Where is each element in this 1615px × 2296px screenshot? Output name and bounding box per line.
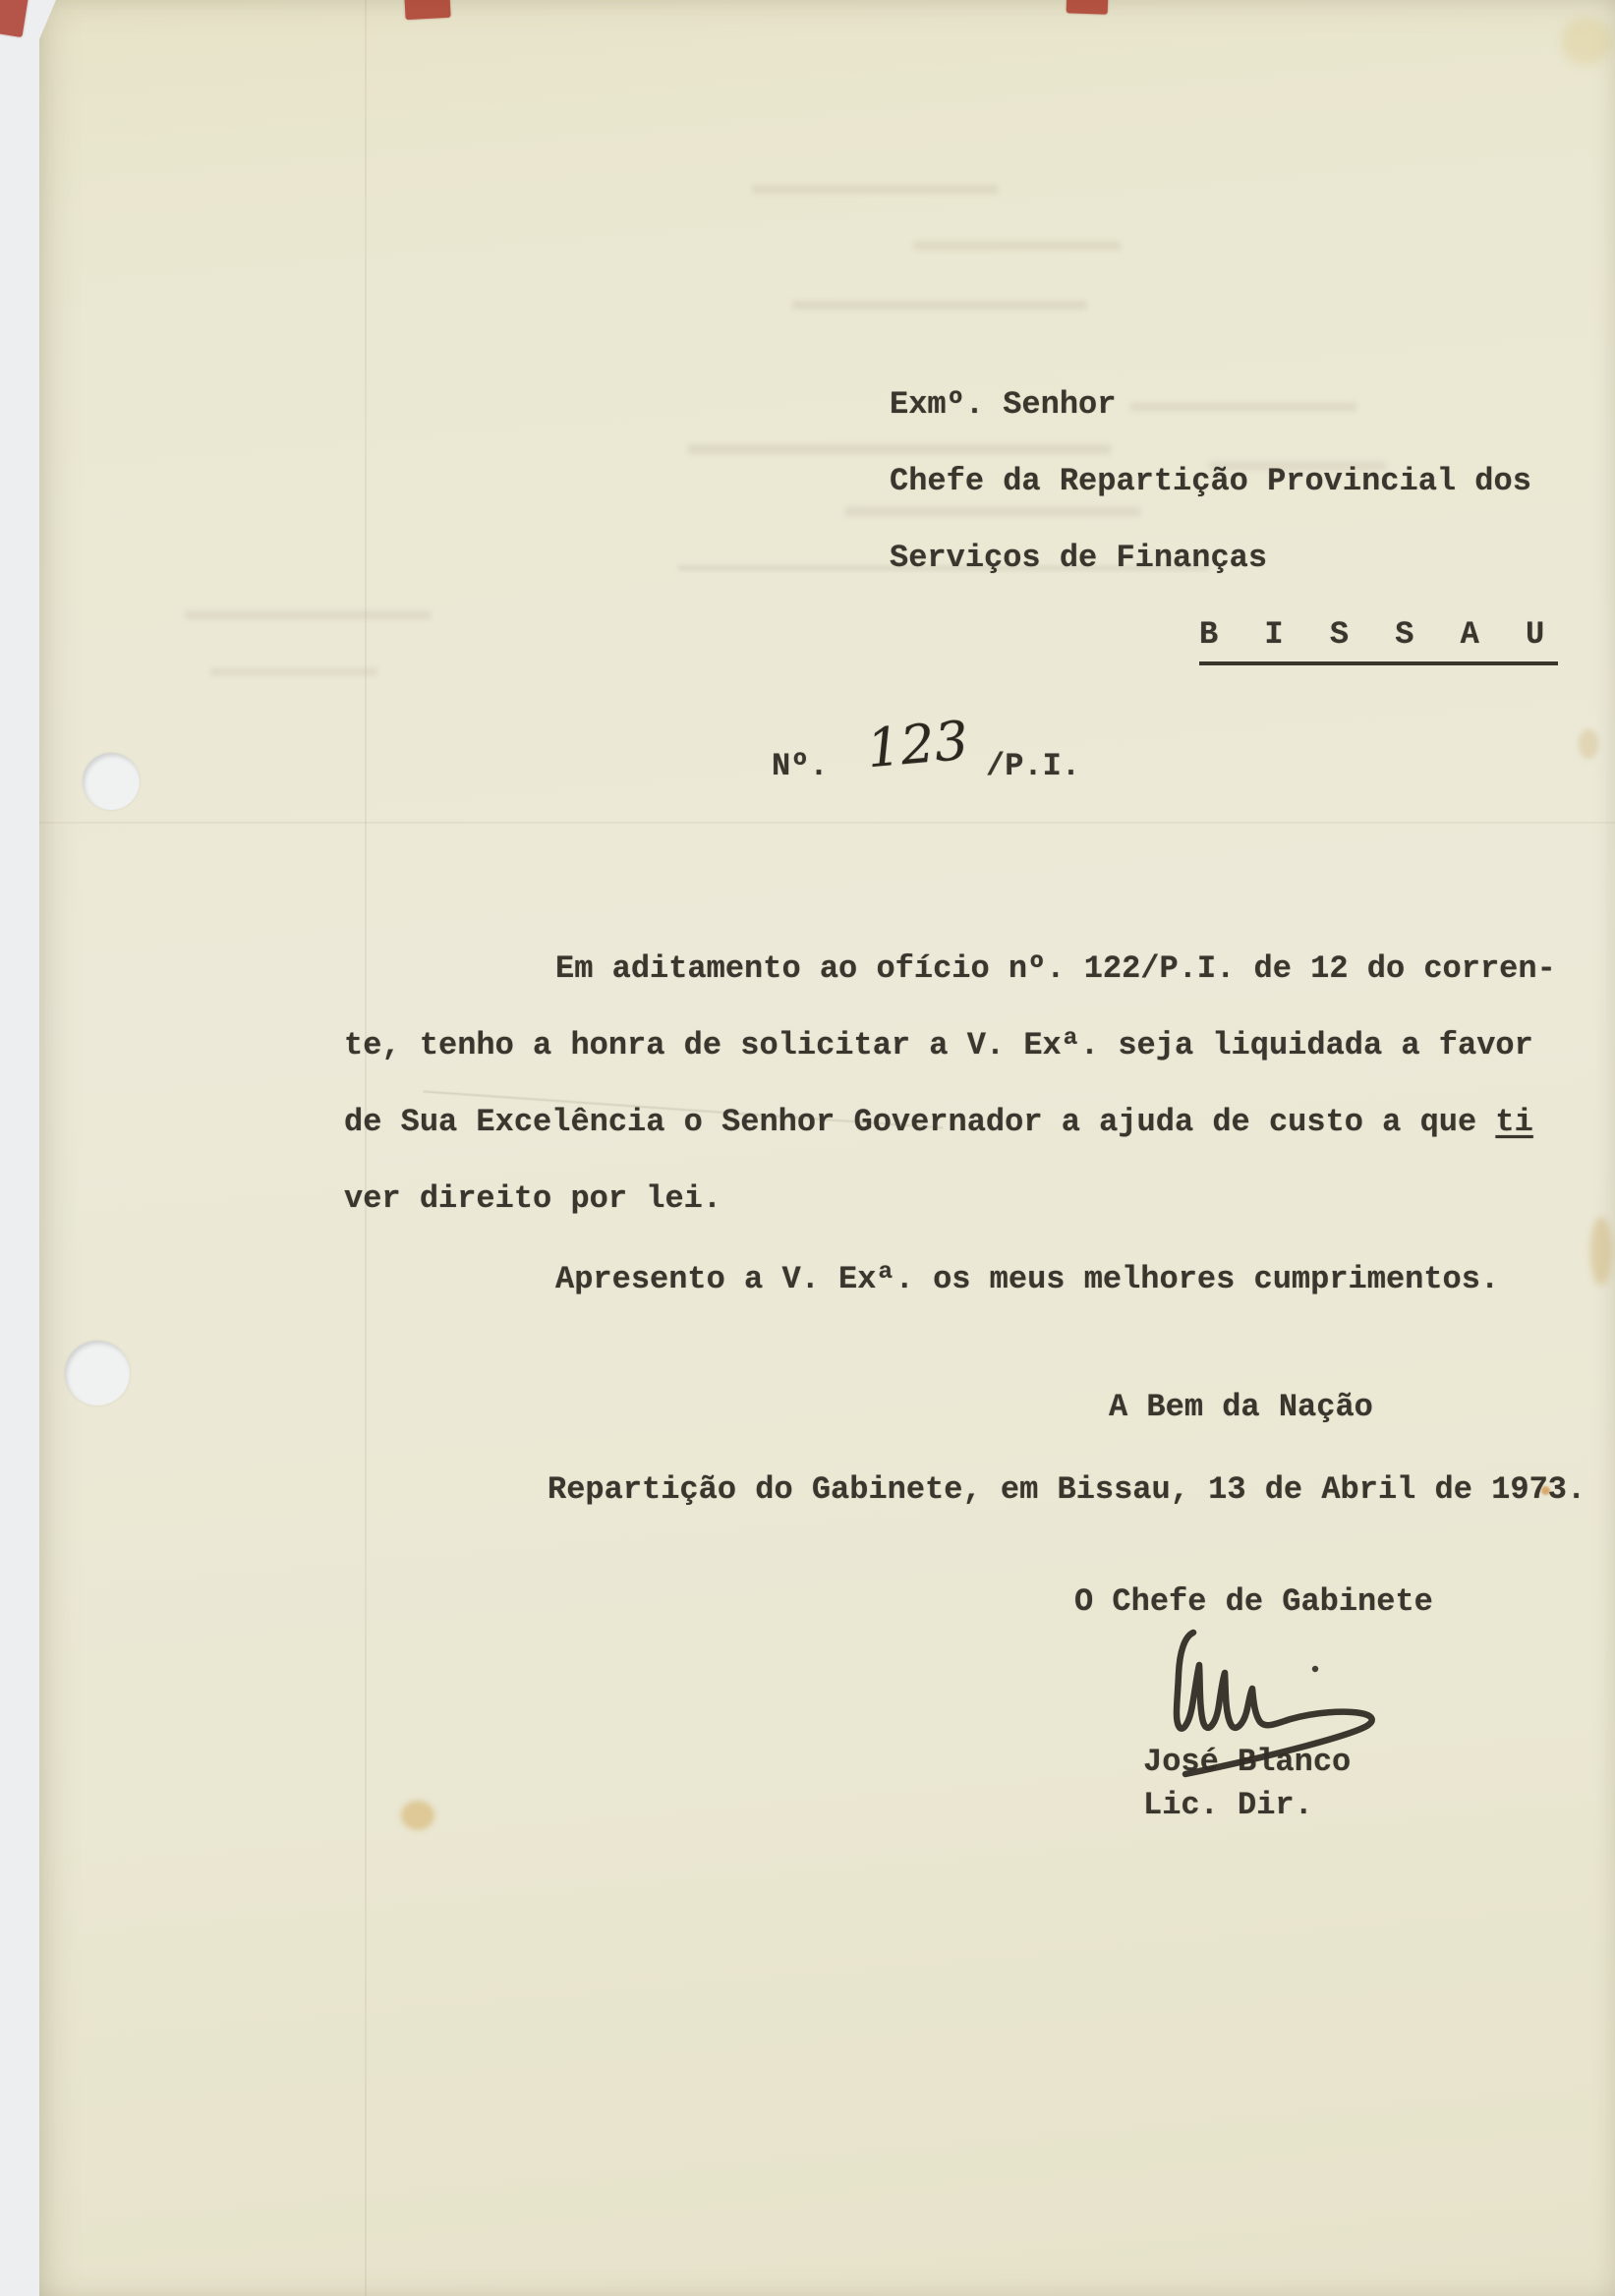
paper-sheet <box>39 0 1615 2296</box>
punch-hole-bottom <box>65 1341 130 1406</box>
signoff-title: O Chefe de Gabinete <box>1074 1583 1433 1620</box>
vertical-crease <box>365 0 367 2296</box>
red-mark <box>0 0 29 37</box>
bleed-through-mark <box>914 242 1121 250</box>
signer-credential: Lic. Dir. <box>1143 1787 1313 1823</box>
bleed-through-mark <box>792 301 1087 310</box>
body-line-text: de Sua Excelência o Senhor Governador a ajuda de custo a que <box>344 1104 1496 1140</box>
bleed-through-mark <box>752 185 998 194</box>
recipient-title-line1: Chefe da Repartição Provincial dos <box>890 463 1531 499</box>
paper-stain <box>1561 18 1612 65</box>
paper-stain <box>1590 1217 1612 1286</box>
red-mark <box>404 0 450 20</box>
horizontal-crease <box>39 822 1615 824</box>
body-line: Apresento a V. Exª. os meus melhores cumprimentos. <box>555 1261 1500 1297</box>
punch-hole-top <box>83 753 140 810</box>
dateline: Repartição do Gabinete, em Bissau, 13 de Abril de 1973. <box>548 1471 1586 1508</box>
paper-stain <box>1579 729 1598 759</box>
bleed-through-mark <box>688 444 1111 454</box>
signer-name: José Blanco <box>1143 1744 1352 1780</box>
signature <box>1128 1617 1394 1784</box>
body-line: ver direito por lei. <box>344 1180 722 1217</box>
hyphenated-syllable: ti <box>1495 1104 1533 1140</box>
bleed-through-mark <box>845 507 1140 516</box>
body-line: te, tenho a honra de solicitar a V. Exª. seja liquidada a favor <box>344 1027 1533 1063</box>
reference-suffix: /P.I. <box>986 748 1081 784</box>
reference-prefix: Nº. <box>772 748 829 784</box>
bleed-through-mark <box>185 611 431 619</box>
body-line <box>344 1103 1533 1142</box>
recipient-honorific: Exmº. Senhor <box>890 386 1117 423</box>
red-mark <box>1067 0 1109 15</box>
handwritten-reference-number: 123 <box>864 709 971 780</box>
paper-stain <box>401 1801 434 1830</box>
bleed-through-mark <box>210 668 377 675</box>
recipient-city: B I S S A U <box>1199 615 1558 665</box>
bleed-through-mark <box>1130 403 1356 411</box>
motto: A Bem da Nação <box>1109 1389 1373 1425</box>
body-line: Em aditamento ao ofício nº. 122/P.I. de 12 do corren- <box>555 950 1556 987</box>
recipient-title-line2: Serviços de Finanças <box>890 540 1268 576</box>
